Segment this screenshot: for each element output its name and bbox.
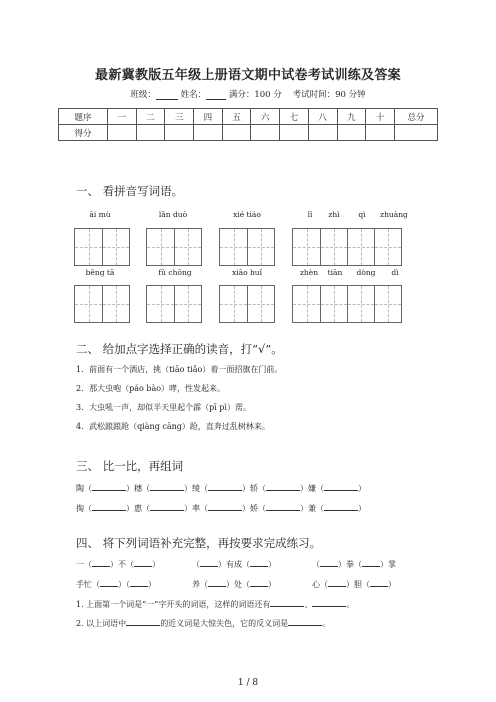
section-3-heading: 三、 比一比，再组词 xyxy=(76,459,184,473)
score-input-cell[interactable] xyxy=(337,125,366,141)
score-row-label: 得分 xyxy=(59,125,108,141)
name-blank[interactable] xyxy=(206,90,226,100)
score-header-cell: 七 xyxy=(280,109,309,125)
score-table-header-row xyxy=(59,109,438,125)
score-table xyxy=(58,108,438,141)
word-char: ）嫌（ xyxy=(300,484,324,493)
score-input-cell[interactable] xyxy=(308,125,337,141)
word-char: ） xyxy=(358,484,366,493)
score-input-cell[interactable] xyxy=(395,125,438,141)
idiom-item xyxy=(76,578,156,590)
score-input-cell[interactable] xyxy=(222,125,251,141)
pinyin-label: lǎn duò xyxy=(158,210,188,219)
word-char: ）穗（ xyxy=(126,484,150,493)
section-4-heading: 四、 将下列词语补充完整，再按要求完成练习。 xyxy=(76,536,322,550)
score-header-cell: 二 xyxy=(136,109,165,125)
answer-blank[interactable] xyxy=(324,502,358,511)
answer-blank[interactable] xyxy=(134,558,152,567)
compare-row xyxy=(76,482,366,494)
pinyin-label: xiāo huǐ xyxy=(231,268,263,277)
word-char: ）率（ xyxy=(184,504,208,513)
section-2-heading: 二、 给加点字选择正确的读音，打“√”。 xyxy=(76,342,283,356)
writing-grid[interactable] xyxy=(146,285,202,323)
compare-row xyxy=(76,502,366,514)
writing-grid[interactable] xyxy=(292,285,402,323)
idiom-text: ） xyxy=(148,580,156,589)
score-header-cell: 一 xyxy=(108,109,137,125)
idiom-text: 养（ xyxy=(192,580,208,589)
answer-blank[interactable] xyxy=(150,502,184,511)
score-input-cell[interactable] xyxy=(366,125,395,141)
question-text: 的近义词是大惊失色，它的反义词是 xyxy=(160,619,289,628)
answer-blank[interactable] xyxy=(250,578,268,587)
score-header-cell: 十 xyxy=(366,109,395,125)
answer-blank[interactable] xyxy=(266,482,300,491)
answer-blank[interactable] xyxy=(92,482,126,491)
answer-blank[interactable] xyxy=(100,578,118,587)
writing-grid[interactable] xyxy=(74,228,130,266)
word-char: ）绫（ xyxy=(184,484,208,493)
pinyin-label: fǔ chōng xyxy=(158,268,192,277)
score-input-cell[interactable] xyxy=(251,125,280,141)
word-char: ）娇（ xyxy=(242,504,266,513)
question-item[interactable]: 3．大虫吼一声，却似半天里起个霹（pī pì）雳。 xyxy=(76,403,251,412)
score-input-cell[interactable] xyxy=(108,125,137,141)
question-text: 、 xyxy=(304,600,313,609)
idiom-text: 心（ xyxy=(312,580,328,589)
answer-blank[interactable] xyxy=(208,502,242,511)
writing-grid[interactable] xyxy=(219,285,275,323)
score-input-cell[interactable] xyxy=(165,125,194,141)
exam-time: 考试时间：90 分钟 xyxy=(292,90,366,100)
pinyin-label: dòng xyxy=(356,268,376,277)
word-char: 陶（ xyxy=(76,484,92,493)
writing-grid[interactable] xyxy=(219,228,275,266)
idiom-text: （ xyxy=(312,560,320,569)
score-header-cell: 总分 xyxy=(395,109,438,125)
idiom-text: ）掌 xyxy=(380,560,396,569)
answer-blank[interactable] xyxy=(324,482,358,491)
exam-info xyxy=(0,88,496,100)
idiom-item xyxy=(76,558,160,570)
idiom-item xyxy=(192,558,276,570)
answer-blank[interactable] xyxy=(208,482,242,491)
pinyin-label: qì xyxy=(358,210,366,219)
score-table-score-row xyxy=(59,125,438,141)
idiom-item xyxy=(312,578,396,590)
idiom-text: 一（ xyxy=(76,560,92,569)
idiom-item xyxy=(312,558,396,570)
page-title: 最新冀教版五年级上册语文期中试卷考试训练及答案 xyxy=(95,68,401,83)
score-input-cell[interactable] xyxy=(194,125,223,141)
idiom-text: ）处（ xyxy=(226,580,250,589)
idiom-text: ）拳（ xyxy=(338,560,362,569)
pinyin-label: zhèn xyxy=(299,268,319,277)
word-char: ）惠（ xyxy=(126,504,150,513)
pinyin-label: lǐ xyxy=(307,210,313,219)
idiom-text: ） xyxy=(268,580,276,589)
idiom-text: 手忙（ xyxy=(76,580,100,589)
answer-blank[interactable] xyxy=(270,598,304,607)
answer-blank[interactable] xyxy=(150,482,184,491)
question-item[interactable]: 1．前面有一个酒店，挑（tiāo tiǎo）着一面招旗在门前。 xyxy=(76,365,283,374)
name-label: 姓名： xyxy=(180,90,207,100)
pinyin-label: bēng tā xyxy=(85,268,115,277)
question-item[interactable]: 2．那大虫咆（páo bào）哮，性发起来。 xyxy=(76,384,226,393)
word-char: ） xyxy=(358,504,366,513)
idiom-text: ）（ xyxy=(118,580,130,589)
idiom-text: ）不（ xyxy=(110,560,134,569)
class-label: 班级： xyxy=(130,90,156,100)
answer-blank[interactable] xyxy=(208,578,226,587)
question-text: 。 xyxy=(322,619,331,628)
answer-blank[interactable] xyxy=(362,558,380,567)
score-header-cell: 五 xyxy=(222,109,251,125)
question-text: 1. 上面第一个词是“一”字开头的词语，这样的词语还有 xyxy=(76,600,271,609)
pinyin-label: tiān xyxy=(327,268,343,277)
score-input-cell[interactable] xyxy=(280,125,309,141)
score-input-cell[interactable] xyxy=(136,125,165,141)
idiom-item xyxy=(192,578,276,590)
writing-grid[interactable] xyxy=(146,228,202,266)
question-1 xyxy=(76,598,354,610)
idiom-text: ） xyxy=(152,560,160,569)
answer-blank[interactable] xyxy=(288,617,322,626)
idiom-text: ）有成（ xyxy=(218,560,250,569)
score-header-cell: 六 xyxy=(251,109,280,125)
answer-blank[interactable] xyxy=(312,598,346,607)
word-char: ）兼（ xyxy=(300,504,324,513)
section-1-heading: 一、 看拼音写词语。 xyxy=(76,184,184,198)
answer-blank[interactable] xyxy=(92,502,126,511)
class-blank[interactable] xyxy=(156,90,178,100)
answer-blank[interactable] xyxy=(130,578,148,587)
idiom-text: （ xyxy=(192,560,200,569)
score-header-cell: 四 xyxy=(194,109,223,125)
answer-blank[interactable] xyxy=(328,578,346,587)
page-number: 1 / 8 xyxy=(237,678,259,688)
question-text: 2. 以上词语中 xyxy=(76,619,127,628)
score-header-cell: 九 xyxy=(337,109,366,125)
word-char: ）轿（ xyxy=(242,484,266,493)
full-score: 满分：100 分 xyxy=(228,90,282,100)
answer-blank[interactable] xyxy=(250,558,268,567)
question-item[interactable]: 4．武松踉踉跄（qiàng cāng）跄，直奔过乱树林来。 xyxy=(76,422,270,431)
question-text: 。 xyxy=(346,600,355,609)
answer-blank[interactable] xyxy=(370,578,388,587)
idiom-text: ）胆（ xyxy=(346,580,370,589)
score-header-cell: 三 xyxy=(165,109,194,125)
score-header-cell: 题序 xyxy=(59,109,108,125)
pinyin-label: xié tiáo xyxy=(233,210,261,219)
word-char: 掏（ xyxy=(76,504,92,513)
question-2 xyxy=(76,617,330,629)
score-header-cell: 八 xyxy=(308,109,337,125)
writing-grid[interactable] xyxy=(74,285,130,323)
pinyin-label: zhì xyxy=(328,210,340,219)
pinyin-label: dì xyxy=(391,268,399,277)
answer-blank[interactable] xyxy=(320,558,338,567)
answer-blank[interactable] xyxy=(126,617,160,626)
idiom-text: ） xyxy=(388,580,396,589)
pinyin-label: zhuàng xyxy=(380,210,408,219)
answer-blank[interactable] xyxy=(92,558,110,567)
answer-blank[interactable] xyxy=(200,558,218,567)
pinyin-label: āi mù xyxy=(89,210,111,219)
answer-blank[interactable] xyxy=(266,502,300,511)
idiom-text: ） xyxy=(268,560,276,569)
writing-grid[interactable] xyxy=(292,228,402,266)
